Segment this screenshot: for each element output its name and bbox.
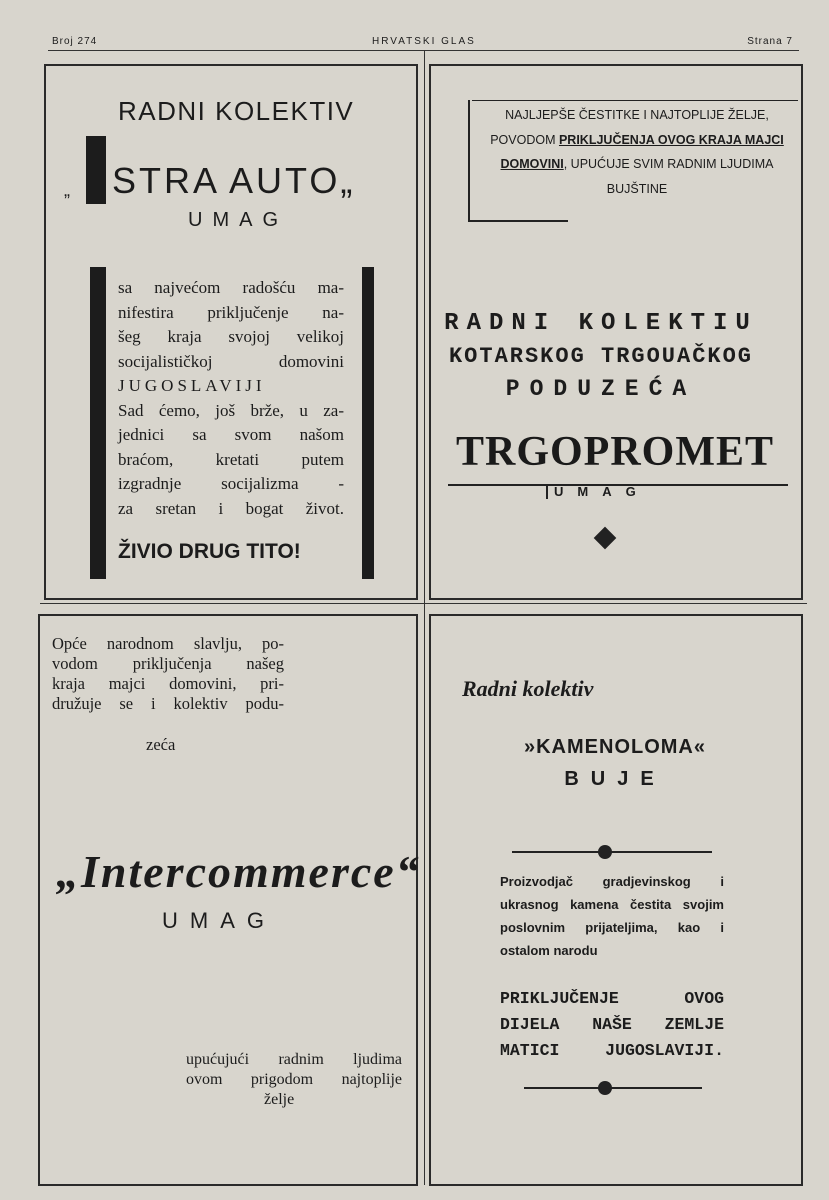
- note-top-rule: [472, 100, 798, 101]
- ad-trgopromet-note: [478, 103, 796, 201]
- ad-kamenoloma-name: »KAMENOLOMA«: [523, 736, 706, 758]
- body-line: JUGOSLAVIJI: [118, 376, 266, 395]
- ornament-rule-top: [512, 851, 712, 853]
- ad-istra-closing: ŽIVIO DRUG TITO!: [118, 540, 301, 563]
- body-line: sa najvećom radošću ma-: [118, 278, 344, 297]
- caps-line: PRIKLJUČENJE OVOG: [500, 989, 724, 1008]
- wishes-line: upućujući radnim ljudima: [186, 1051, 402, 1068]
- body-line: ostalom narodu: [500, 943, 598, 958]
- ad-trgopromet-line1: RADNI KOLEKTIU: [444, 310, 758, 337]
- body-line: nifestira priključenje na-: [118, 302, 344, 322]
- note-underlined: DOMOVINI: [500, 157, 564, 171]
- body-line: poslovnim prijateljima, kao i: [500, 920, 724, 935]
- ad-trgopromet-line3: PODUZEĆA: [505, 376, 697, 402]
- note-bottom-rule: [468, 220, 568, 222]
- note-text: , UPUĆUJE SVIM RADNIM LJUDIMA: [563, 157, 774, 171]
- note-line: BUJŠTINE: [606, 181, 668, 196]
- body-line: vodom priključenja našeg: [52, 654, 284, 673]
- dot-ornament-icon: [598, 1081, 612, 1095]
- istra-name-text: STRA AUTO: [112, 160, 341, 201]
- inter-quote-close: “: [395, 846, 421, 897]
- note-line: [478, 128, 796, 153]
- caps-line: DIJELA NAŠE ZEMLJE: [500, 1015, 724, 1034]
- ad-intercommerce-city: UMAG: [162, 908, 276, 933]
- column-divider: [424, 50, 425, 1185]
- row-divider: [40, 603, 807, 604]
- ad-trgopromet-city: UMAG: [546, 484, 650, 499]
- page-number: Strana 7: [747, 36, 793, 47]
- inter-name-text: Intercommerce: [81, 846, 396, 897]
- body-line: za sretan i bogat život.: [118, 498, 344, 518]
- ad-trgopromet-line2: KOTARSKOG TRGOUAČKOG: [448, 344, 754, 369]
- ad-intercommerce-wishes: [186, 1050, 402, 1090]
- inter-quote-open: „: [56, 846, 81, 897]
- ad-trgopromet-name: TRGOPROMET: [455, 429, 774, 475]
- note-line: [478, 152, 796, 177]
- body-line: Proizvodjač gradjevinskog i: [500, 874, 724, 889]
- body-line: šeg kraja svojoj velikoj: [118, 327, 344, 346]
- body-line: braćom, kretati putem: [118, 449, 344, 469]
- note-underlined: PRIKLJUČENJA OVOG KRAJA MAJCI: [558, 132, 784, 147]
- istra-quote-close: „: [340, 160, 356, 201]
- note-left-rule: [468, 100, 470, 222]
- body-line: jednici sa svom našom: [118, 425, 344, 444]
- body-line: izgradnje socijalizma -: [118, 474, 344, 493]
- caps-line: MATICI JUGOSLAVIJI.: [500, 1041, 724, 1060]
- istra-right-bar: [362, 267, 374, 579]
- note-text: POVODOM: [490, 132, 559, 147]
- ad-kamenoloma-city: BUJE: [564, 768, 666, 790]
- dot-ornament-icon: [598, 845, 612, 859]
- ad-kamenoloma-heading: Radni kolektiv: [462, 676, 594, 701]
- issue-number: Broj 274: [52, 36, 98, 47]
- istra-left-bar: [90, 267, 106, 579]
- ornament-rule-bottom: [524, 1087, 702, 1089]
- istra-initial-bar: [86, 136, 106, 204]
- body-line: Sad ćemo, još brže, u za-: [118, 400, 344, 420]
- ad-kamenoloma-caps: [500, 986, 724, 1064]
- ad-istra-heading: RADNI KOLEKTIV: [118, 96, 355, 126]
- istra-quote-open: „: [64, 180, 70, 200]
- body-line-last: zeća: [146, 735, 176, 754]
- wishes-line-last: želje: [264, 1091, 295, 1108]
- ad-istra-body: [118, 276, 344, 521]
- note-line: NAJLJEPŠE ČESTITKE I NAJTOPLIJE ŽELJE,: [505, 108, 769, 122]
- body-line: socijalističkoj domovini: [118, 351, 344, 371]
- body-line: Opće narodnom slavlju, po-: [52, 634, 284, 653]
- ad-intercommerce-name: [56, 845, 421, 898]
- body-line: kraja majci domovini, pri-: [52, 674, 284, 693]
- ad-istra-name: [112, 160, 355, 202]
- newspaper-title: HRVATSKI GLAS: [372, 36, 476, 47]
- ad-kamenoloma-body: [500, 870, 724, 962]
- ad-istra-city: UMAG: [188, 209, 288, 231]
- body-line: ukrasnog kamena čestita svojim: [500, 897, 724, 912]
- body-line: družuje se i kolektiv podu-: [52, 694, 284, 713]
- ad-intercommerce-body: [52, 634, 284, 714]
- wishes-line: ovom prigodom najtoplije: [186, 1071, 402, 1088]
